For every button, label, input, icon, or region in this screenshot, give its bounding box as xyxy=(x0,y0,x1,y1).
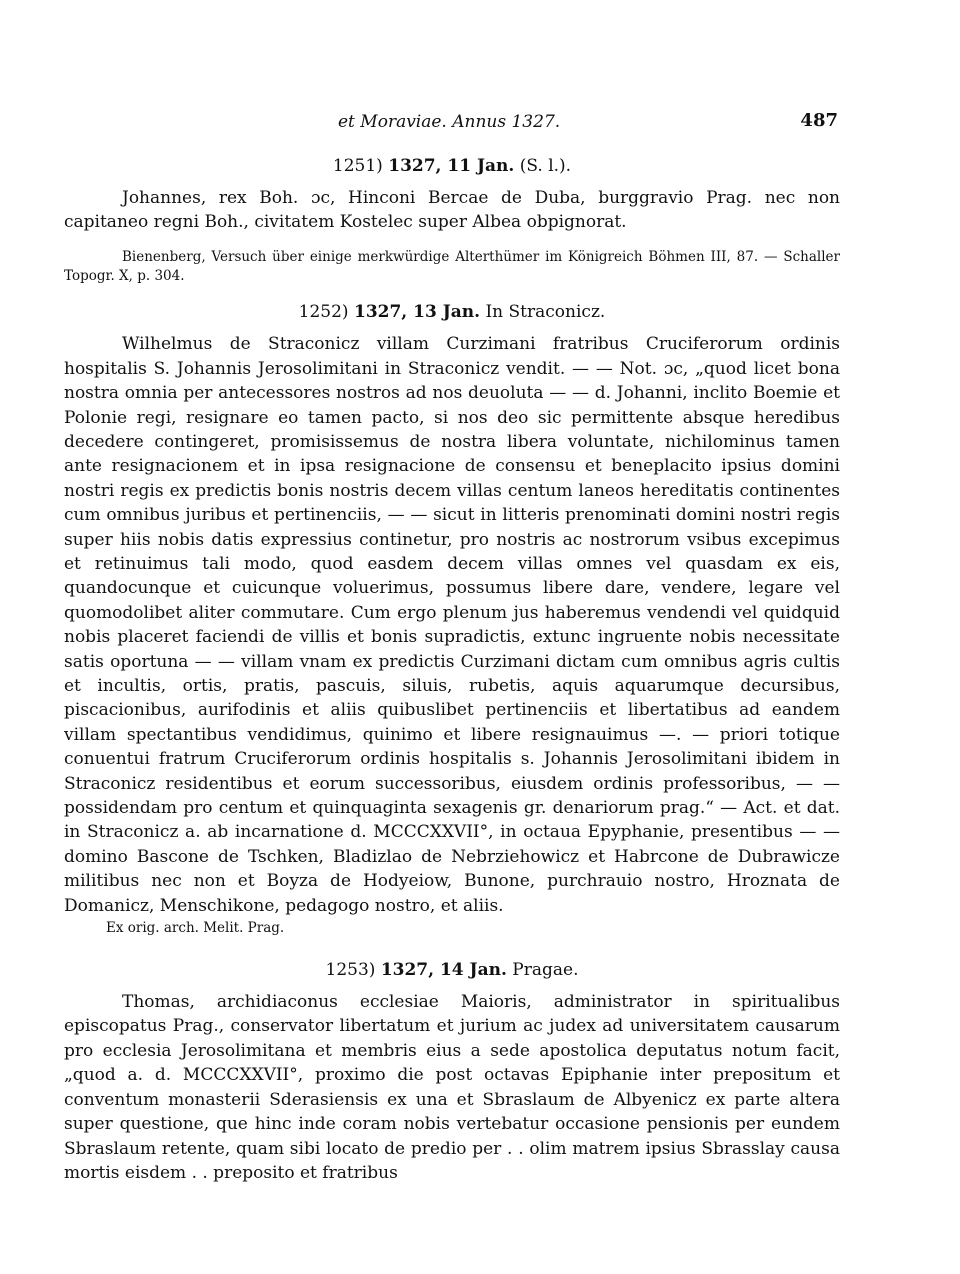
entry-heading-1251 xyxy=(64,154,840,178)
entry-number: 1252) xyxy=(298,302,349,323)
entry-text: Thomas, archidiaconus ecclesiae Maioris, administrator in spiritualibus episcopatus Prag., conservator libertatum et jurium ac judex ad universitatem causarum pro ecclesia Jerosolimitana et membris eius a sede apostolica deputatus notum facit, „quod a. d. MCCCXXVII°, proximo die post octavas Epiphanie inter prepositum et conventum monasterii Sderasiensis ex una et Sbraslaum de Albyenicz ex parte altera super questione, que hinc inde coram nobis vertebatur occasione pensionis per eundem Sbraslaum retente, quam sibi locato de predio per . . olim matrem ipsius Sbrasslay causa mortis eisdem . . preposito et fratribus xyxy=(64,992,840,1183)
document-page xyxy=(64,112,840,1185)
page-number: 487 xyxy=(800,110,838,131)
entry-place: (S. l.). xyxy=(519,156,572,176)
entry-body-1251 xyxy=(64,186,840,235)
source-note-1252: Ex orig. arch. Melit. Prag. xyxy=(106,920,285,937)
entry-heading-1252 xyxy=(64,300,840,324)
entry-number: 1253) xyxy=(325,960,376,981)
entry-date: 1327, 14 Jan. xyxy=(380,960,507,981)
running-title: et Moraviae. Annus 1327. xyxy=(338,112,561,132)
entry-date: 1327, 11 Jan. xyxy=(388,156,515,176)
entry-text: Johannes, rex Boh. ɔc, Hinconi Bercae de Duba, burggravio Prag. nec non capitaneo regni Boh., civitatem Kostelec super Albea obpignorat. xyxy=(64,188,840,233)
entry-body-1253 xyxy=(64,990,840,1185)
entry-place: Pragae. xyxy=(512,960,579,981)
bibliographic-note-1251 xyxy=(64,248,840,286)
running-head xyxy=(64,112,840,142)
entry-heading-1253 xyxy=(64,958,840,982)
entry-date: 1327, 13 Jan. xyxy=(353,302,481,323)
entry-place: In Straconicz. xyxy=(485,302,606,323)
note-text: Bienenberg, Versuch über einige merkwürdige Alterthümer im Königreich Böhmen III, 87. — Schaller Topogr. X, p. 304. xyxy=(64,249,840,285)
entry-number: 1251) xyxy=(332,156,383,176)
entry-text: Wilhelmus de Straconicz villam Curzimani fratribus Cruciferorum ordinis hospitalis S. Johannis Jerosolimitani in Straconicz vendit. — — Not. ɔc, „quod licet bona nostra omnia per antecessores nostros ad nos deuoluta — — d. Johanni, inclito Boemie et Polonie regi, resignare eo tamen pacto, si nos deo sic permittente absque heredibus decedere contingeret, promisissemus de nostra libera voluntate, nichilominus tamen ante resignacionem et in ipsa resignacione de consensu et beneplacito ipsius domini nostri regis ex predictis bonis nostris decem villas centum laneos hereditatis continentes cum omnibus juribus et pertinenciis, — — sicut in litteris prenominati domini nostri regis super hiis nobis datis expressius continetur, pro nostris ac nostrorum vsibus excepimus et retinuimus tali modo, quod easdem decem villas omnes vel quasdam ex eis, quandocunque et cuicunque voluerimus, possumus libere dare, vendere, legare vel quomodolibet aliter commutare. Cum ergo plenum jus haberemus vendendi vel quidquid nobis placeret faciendi de villis et bonis supradictis, extunc ingruente nobis necessitate satis oportuna — — villam vnam ex predictis Curzimani dictam cum omnibus agris cultis et incultis, ortis, pratis, pascuis, siluis, rubetis, aquis aquarumque decursibus, piscacionibus, aurifodinis et aliis quibuslibet pertinenciis et libertatibus ad eandem villam spectantibus vendidimus, quinimo et libere resignauimus —. — priori totique conuentui fratrum Cruciferorum ordinis hospitalis s. Johannis Jerosolimitani ibidem in Straconicz residentibus et eorum successoribus, eiusdem ordinis professoribus, — — possidendam pro centum et quinquaginta sexagenis gr. denariorum prag.“ — Act. et dat. in Straconicz a. ab incarnatione d. MCCCXXVII°, in octaua Epyphanie, presentibus — — domino Bascone de Tschken, Bladizlao de Nebrziehowicz et Habrcone de Dubrawicze militibus nec non et Boyza de Hodyeiow, Bunone, purchrauio nostro, Hroznata de Domanicz, Menschikone, pedagogo nostro, et aliis. xyxy=(64,334,840,916)
entry-body-1252 xyxy=(64,332,840,918)
